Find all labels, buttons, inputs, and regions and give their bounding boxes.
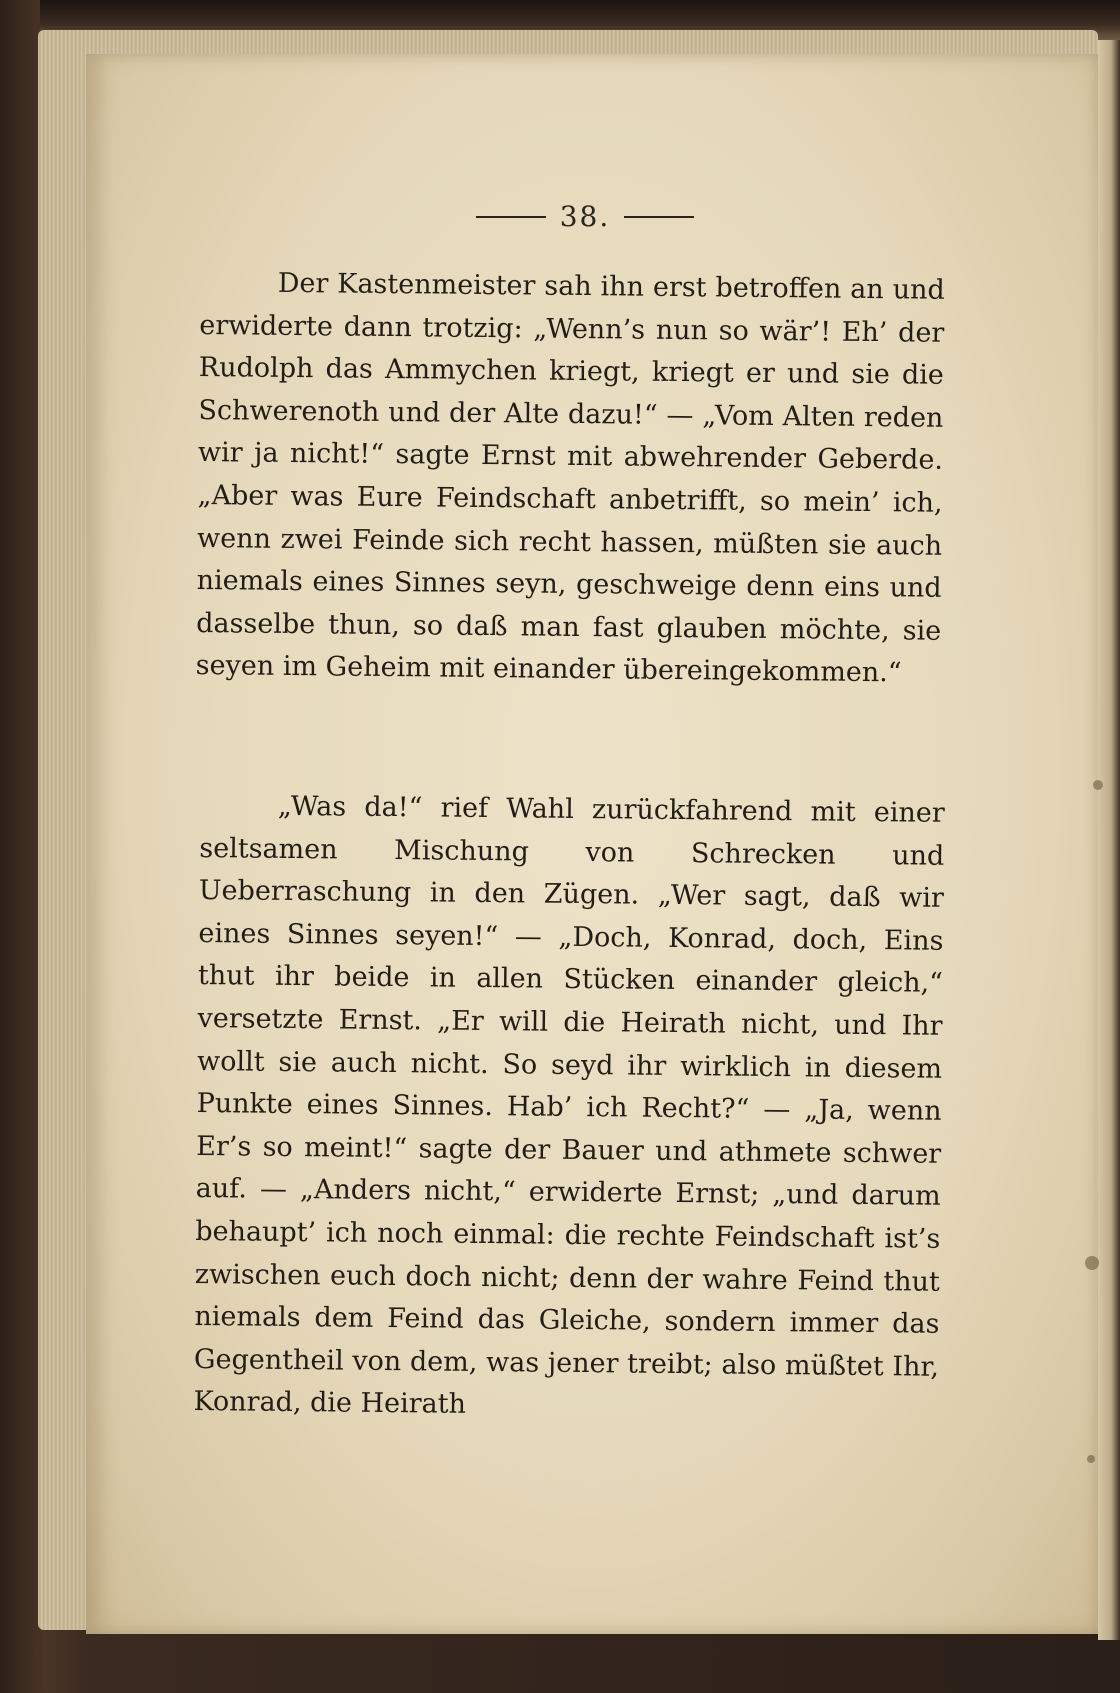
paragraph-1 <box>196 262 945 696</box>
paragraph-text: „Was da!“ rief Wahl zurückfahrend mit einer seltsamen Mischung von Schrecken und Ueberraschung in den Zügen. „Wer sagt, daß wir eines Sinnes seyen!“ — „Doch, Konrad, doch, Eins thut ihr beide in allen Stücken einander gleich,“ versetzte Ernst. „Er will die Heirath nicht, und Ihr wollt sie auch nicht. So seyd ihr wirklich in diesem Punkte eines Sinnes. Hab’ ich Recht?“ — „Ja, wenn Er’s so meint!“ sagte der Bauer und athmete schwer auf. — „Anders nicht,“ erwiderte Ernst; „und darum behaupt’ ich noch einmal: die rechte Feindschaft ist’s zwischen euch doch nicht; denn der wahre Feind thut niemals dem Feind das Gleiche, sondern immer das Gegentheil von dem, was jener treibt; also müßtet Ihr, Konrad, die Heirath <box>193 790 945 1421</box>
paper-spot <box>1085 1256 1099 1270</box>
page-header <box>460 198 710 238</box>
page-number: 38. <box>559 200 611 233</box>
header-dash-right <box>624 216 694 218</box>
paragraph-text: Der Kastenmeister sah ihn erst betroffen an und erwiderte dann trotzig: „Wenn’s nun so wär’! Eh’ der Rudolph das Ammychen kriegt, kriegt er und sie die Schwerenoth und der Alte dazu!“ — „Vom Alten reden wir ja nicht!“ sagte Ernst mit abwehrender Geberde. „Aber was Eure Feindschaft anbetrifft, so mein’ ich, wenn zwei Feinde sich recht hassen, müßten sie auch niemals eines Sinnes seyn, geschweige denn eins und dasselbe thun, so daß man fast glauben möchte, sie seyen im Geheim mit einander übereingekommen.“ <box>195 267 945 689</box>
paper-spot <box>1093 780 1103 790</box>
right-page-edge <box>1098 40 1120 1640</box>
header-dash-left <box>476 216 546 218</box>
paper-spot <box>1087 1455 1095 1463</box>
paragraph-2 <box>193 785 945 1432</box>
